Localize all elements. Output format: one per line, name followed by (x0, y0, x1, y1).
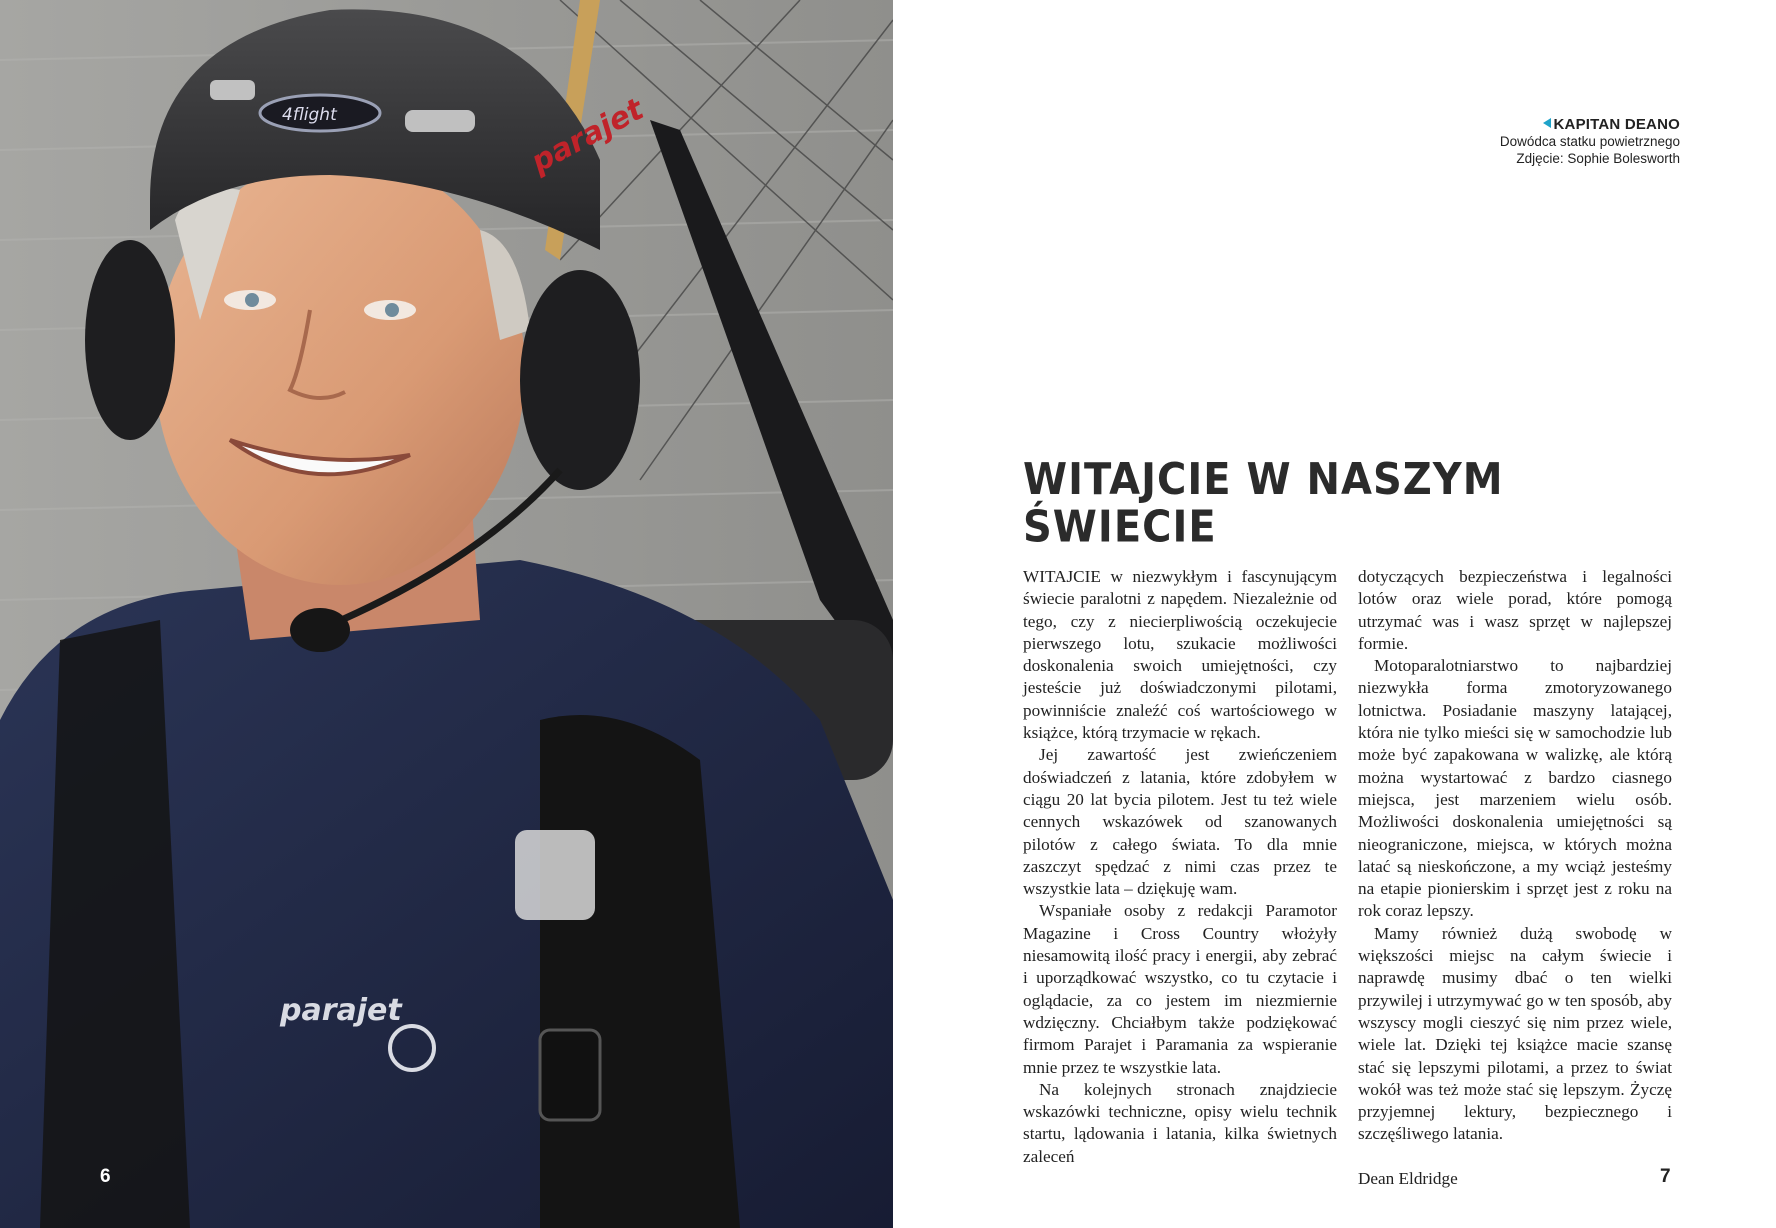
body-paragraph: Mamy również dużą swobodę w większości miejsc na całym świecie i naprawdę musimy dbać o ten wielki przywilej i utrzymywać go w ten sposób, aby wszyscy mogli cieszyć się nim przez wiele, wiele lat. Dzięki tej książce macie szansę stać się lepszymi pilotami, a przez to świat wokół was też może stać się lepszym. Życzę przyjemnej lektury, bezpiecznego i szczęśliwego latania. (1358, 923, 1672, 1144)
jacket-logo: parajet (280, 993, 402, 1028)
body-paragraph: Wspaniałe osoby z redakcji Paramotor Magazine i Cross Country włożyły niesamowitą ilość pracy i energii, aby zebrać i uporządkować wszystko, co tu czytacie i oglądacie, za co jestem im niezmiernie wdzięczny. Chciałbym także podziękować firmom Parajet i Paramania za wspieranie mnie przez te wszystkie lata. (1023, 901, 1337, 1077)
body-paragraph: Motoparalotniarstwo to najbardziej niezwykła forma zmotoryzowanego lotnictwa. Posiadanie maszyny latającej, która nie tylko mieści się w samochodzie lub może być zapakowana w walizkę, ale którą można wystartować z bardzo ciasnego miejsca, jest marzeniem wielu osób. Możliwości doskonalenia umiejętności są nieograniczone, miejsca, w których można latać są nieskończone, a my wciąż jesteśmy na etapie pionierskim i sprzęt jest z roku na rok coraz lepszy. (1358, 656, 1672, 921)
body-paragraph: Jej zawartość jest zwieńczeniem doświadczeń z latania, które zdobyłem w ciągu 20 lat bycia pilotem. Jest tu też wiele cennych wskazówek od szanowanych pilotów z całego świata. To dla mnie zaszczyt spędzać z nimi czas przez te wszystkie lata – dziękuję wam. (1023, 745, 1337, 899)
photo-caption (1500, 116, 1680, 167)
article-column-1 (1023, 566, 1337, 1168)
author-signature: Dean Eldridge (1358, 1168, 1458, 1188)
caption-role: Dowódca statku powietrznego (1499, 134, 1680, 149)
helmet-parajet-logo: parajet (525, 91, 650, 180)
body-paragraph: dotyczących bezpieczeństwa i legalności lotów oraz wiele porad, które pomogą utrzymać was i wasz sprzęt w najlepszej formie. (1358, 567, 1672, 653)
caption-name-row (1500, 116, 1680, 133)
caption-credit: Zdjęcie: Sophie Bolesworth (1516, 151, 1680, 166)
helmet-brand-logo: 4flight (282, 105, 337, 125)
article-title-line-2: ŚWIECIE (1023, 502, 1217, 553)
article-title (1023, 456, 1623, 551)
body-paragraph: Na kolejnych stronach znajdziecie wskazówki techniczne, opisy wielu technik startu, lądowania i latania, kilka świetnych zaleceń (1023, 1079, 1337, 1166)
article-column-2 (1358, 566, 1672, 1190)
page-number-right: 7 (1660, 1166, 1671, 1187)
caption-name: KAPITAN DEANO (1553, 116, 1680, 133)
body-paragraph: WITAJCIE w niezwykłym i fascynującym świecie paralotni z napędem. Niezależnie od tego, czy z niecierpliwością oczekujecie pierwszego lotu, szukacie możliwości doskonalenia swoich umiejętności, czy jesteście już doświadczonymi pilotami, powinniście znaleźć coś wartościowego w książce, którą trzymacie w rękach. (1023, 567, 1337, 743)
caption-pointer-icon (1543, 118, 1551, 128)
page-number-left: 6 (100, 1166, 111, 1187)
article-title-line-1: WITAJCIE W NASZYM (1023, 454, 1504, 505)
